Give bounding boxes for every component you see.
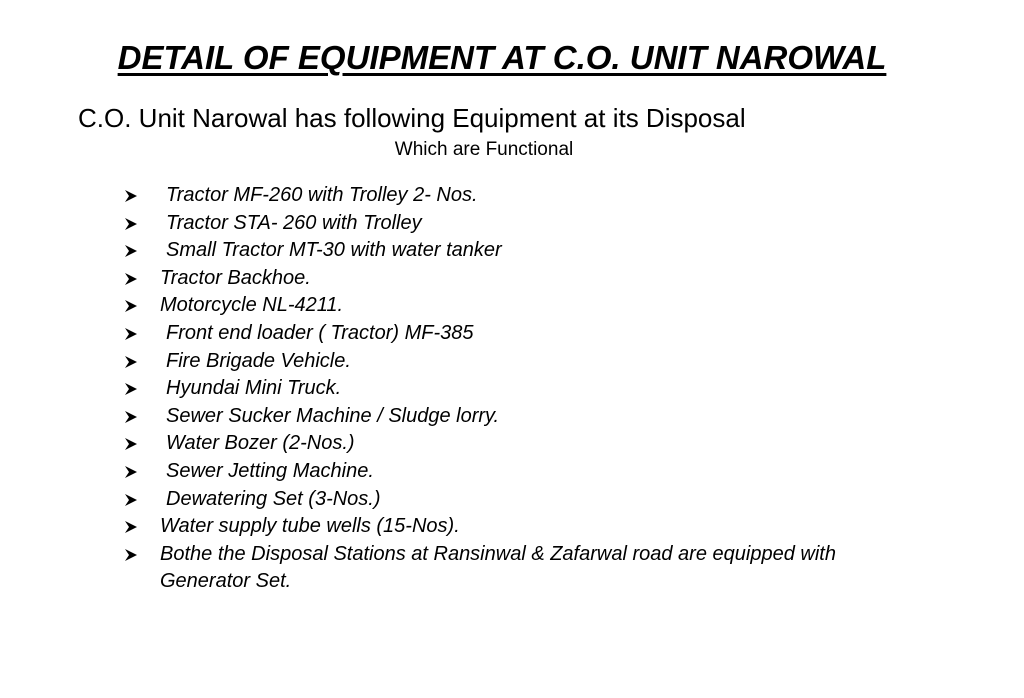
list-item-text: Sewer Sucker Machine / Sludge lorry.	[166, 404, 500, 427]
arrowhead-bullet-icon	[124, 382, 138, 396]
list-item	[124, 348, 844, 376]
list-item	[124, 182, 844, 210]
list-item-text: Hyundai Mini Truck.	[166, 377, 342, 400]
list-item	[124, 458, 844, 486]
arrowhead-bullet-icon	[124, 493, 138, 507]
equipment-list	[124, 182, 844, 596]
list-item-text: Fire Brigade Vehicle.	[166, 349, 351, 372]
slide-subtitle: C.O. Unit Narowal has following Equipment at its Disposal	[78, 103, 746, 133]
list-item	[124, 265, 844, 293]
list-item-text: Small Tractor MT-30 with water tanker	[166, 239, 502, 262]
slide-subtitle-secondary: Which are Functional	[394, 139, 574, 160]
arrowhead-bullet-icon	[124, 520, 138, 534]
list-item	[124, 430, 844, 458]
list-item-text: Water supply tube wells (15-Nos).	[160, 515, 460, 538]
list-item	[124, 292, 844, 320]
list-item	[124, 320, 844, 348]
list-item	[124, 403, 844, 431]
arrowhead-bullet-icon	[124, 217, 138, 231]
list-item-text: Tractor MF-260 with Trolley 2- Nos.	[166, 184, 478, 206]
slide-title: DETAIL OF EQUIPMENT AT C.O. UNIT NAROWAL	[117, 39, 887, 76]
arrowhead-bullet-icon	[124, 299, 138, 313]
arrowhead-bullet-icon	[124, 272, 138, 286]
arrowhead-bullet-icon	[124, 327, 138, 341]
arrowhead-bullet-icon	[124, 189, 138, 203]
list-item	[124, 486, 844, 514]
list-item-text: Tractor Backhoe.	[160, 266, 311, 289]
list-item-text: Dewatering Set (3-Nos.)	[166, 487, 381, 510]
list-item	[124, 237, 844, 265]
list-item	[124, 541, 844, 596]
arrowhead-bullet-icon	[124, 410, 138, 424]
arrowhead-bullet-icon	[124, 548, 138, 562]
arrowhead-bullet-icon	[124, 355, 138, 369]
arrowhead-bullet-icon	[124, 437, 138, 451]
list-item-text: Bothe the Disposal Stations at Ransinwal & Zafarwal road are equipped with Generator Set.	[160, 542, 836, 593]
list-item	[124, 513, 844, 541]
list-item-text: Water Bozer (2-Nos.)	[166, 432, 355, 455]
list-item-text: Tractor STA- 260 with Trolley	[166, 211, 422, 234]
list-item	[124, 210, 844, 238]
arrowhead-bullet-icon	[124, 244, 138, 258]
list-item-text: Motorcycle NL-4211.	[160, 294, 344, 317]
list-item-text: Sewer Jetting Machine.	[166, 459, 374, 482]
arrowhead-bullet-icon	[124, 465, 138, 479]
list-item-text: Front end loader ( Tractor) MF-385	[166, 321, 474, 344]
list-item	[124, 375, 844, 403]
